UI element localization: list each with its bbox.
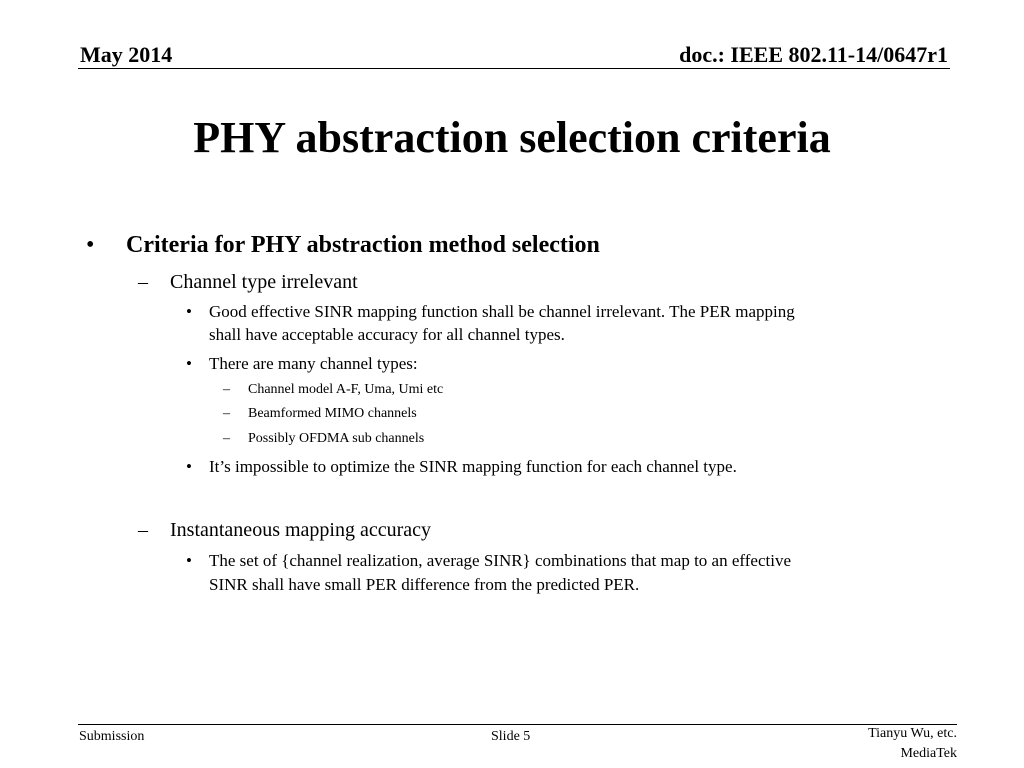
sub-list-item: Beamformed MIMO channels [248,406,417,421]
footer-author: Tianyu Wu, etc. [868,726,957,741]
list-item-line: Good effective SINR mapping function shall be channel irrelevant. The PER mapping [209,302,795,321]
footer-divider [78,724,957,725]
footer-slide-number: Slide 5 [491,729,531,744]
slide-title: PHY abstraction selection criteria [193,113,831,162]
list-item-line: The set of {channel realization, average SINR} combinations that map to an effective [209,551,791,570]
header-doc-id: doc.: IEEE 802.11-14/0647r1 [679,42,948,67]
list-item-line: SINR shall have small PER difference from the predicted PER. [209,575,640,594]
bullet-mark: • [86,232,95,258]
sub-list-item: Possibly OFDMA sub channels [248,431,425,446]
bullet-mark: • [186,354,192,373]
footer-company: MediaTek [900,746,957,761]
dash-mark: – [223,406,230,421]
dash-mark: – [223,431,230,446]
section-channel-type-heading: Channel type irrelevant [170,271,358,293]
dash-mark: – [223,382,230,397]
sub-list-item: Channel model A-F, Uma, Umi etc [248,382,444,397]
footer-author-block [868,724,957,764]
list-item: There are many channel types: [209,354,418,373]
header-divider [78,68,950,69]
section-mapping-accuracy-heading: Instantaneous mapping accuracy [170,519,432,541]
dash-mark: – [138,271,148,293]
main-criteria-heading: Criteria for PHY abstraction method selection [126,232,600,258]
header-date: May 2014 [80,42,173,67]
dash-mark: – [138,519,148,541]
list-item: It’s impossible to optimize the SINR mapping function for each channel type. [209,457,737,476]
list-item-line: shall have acceptable accuracy for all channel types. [209,325,565,344]
footer-submission: Submission [79,729,145,744]
bullet-mark: • [186,551,192,570]
bullet-mark: • [186,302,192,321]
bullet-mark: • [186,457,192,476]
